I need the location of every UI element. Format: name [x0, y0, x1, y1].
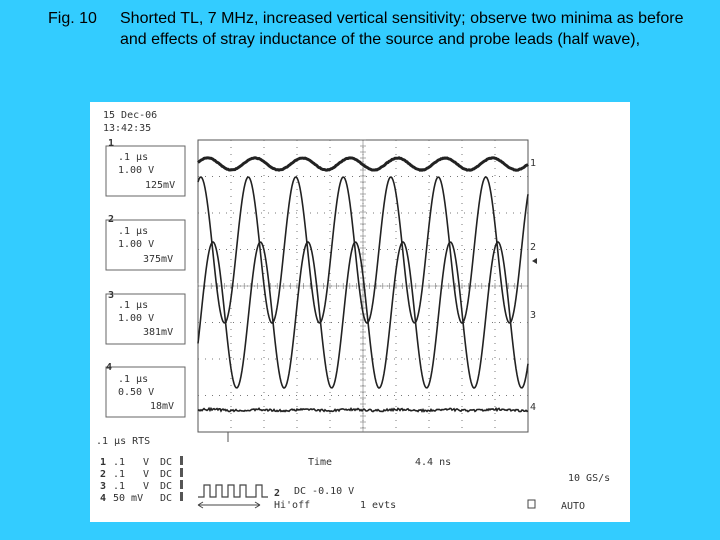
status-row-3-coupling: DC: [160, 481, 173, 492]
channel-4-value: 18mV: [150, 401, 175, 412]
event-count: 1 evts: [360, 500, 397, 511]
status-row-1-coupling: DC: [160, 457, 173, 468]
status-row-4-channel: 4: [100, 493, 107, 504]
trigger-level: DC -0.10 V: [294, 486, 355, 497]
scope-date: 15 Dec-06: [103, 110, 158, 121]
trigger-auto: AUTO: [561, 501, 586, 512]
status-row-3-unit: V: [143, 481, 150, 492]
channel-1-timebase: .1 μs: [118, 152, 149, 163]
trace-label-4: 4: [530, 402, 537, 413]
figure-caption-text: Shorted TL, 7 MHz, increased vertical sensitivity; observe two minima as before and effects of stray inductance of the source and probe leads (half wave),: [120, 10, 684, 48]
channel-4-volts: 0.50 V: [118, 387, 155, 398]
channel-1-value: 125mV: [145, 180, 176, 191]
trigger-mode: Hi'off: [274, 500, 311, 511]
trigger-channel: 2: [274, 488, 281, 499]
channel-3-timebase: .1 μs: [118, 300, 149, 311]
status-row-2-unit: V: [143, 469, 150, 480]
status-row-2-channel: 2: [100, 469, 107, 480]
figure-number: Fig. 10: [48, 10, 97, 27]
channel-3-number: 3: [108, 290, 115, 301]
status-row-2-timebase: .1: [113, 469, 126, 480]
channel-2-value: 375mV: [143, 254, 174, 265]
trace-label-2: 2: [530, 242, 537, 253]
scope-time: 13:42:35: [103, 123, 152, 134]
status-row-4-timebase: 50 mV: [113, 493, 144, 504]
time-value: 4.4 ns: [415, 457, 452, 468]
channel-1-volts: 1.00 V: [118, 165, 155, 176]
status-row-1-timebase: .1: [113, 457, 126, 468]
channel-3-volts: 1.00 V: [118, 313, 155, 324]
time-label: Time: [308, 457, 333, 468]
channel-1-number: 1: [108, 138, 115, 149]
status-row-3-timebase: .1: [113, 481, 126, 492]
status-rts: .1 μs RTS: [96, 436, 151, 447]
status-row-1-unit: V: [143, 457, 150, 468]
channel-2-volts: 1.00 V: [118, 239, 155, 250]
channel-2-timebase: .1 μs: [118, 226, 149, 237]
status-row-2-coupling: DC: [160, 469, 173, 480]
channel-4-timebase: .1 μs: [118, 374, 149, 385]
channel-2-number: 2: [108, 214, 115, 225]
channel-4-number: 4: [106, 362, 113, 373]
status-row-1-channel: 1: [100, 457, 107, 468]
sample-rate: 10 GS/s: [568, 473, 611, 484]
status-row-3-channel: 3: [100, 481, 107, 492]
status-row-4-coupling: DC: [160, 493, 173, 504]
trace-label-1: 1: [530, 158, 537, 169]
channel-3-value: 381mV: [143, 327, 174, 338]
trace-label-3: 3: [530, 310, 537, 321]
